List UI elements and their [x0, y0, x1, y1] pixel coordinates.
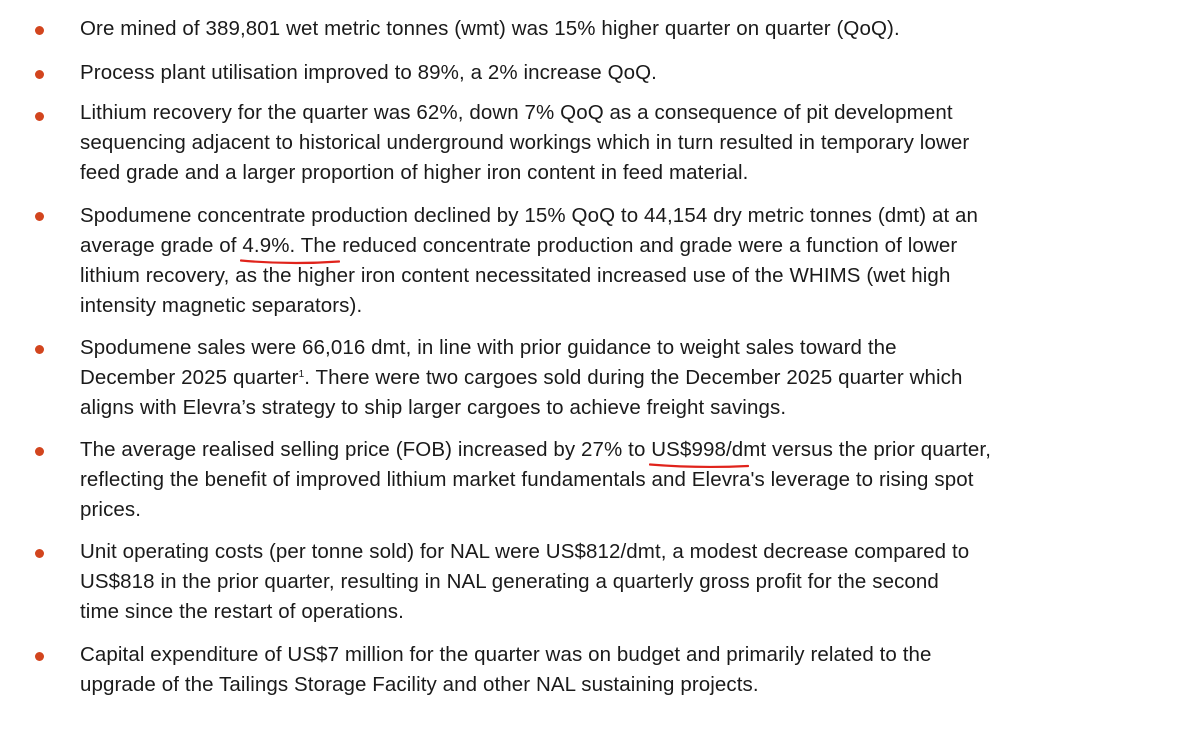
- list-item-text: [80, 201, 1170, 321]
- text-segment: dmt versus the prior quarter,: [731, 438, 992, 461]
- text-line: reflecting the benefit of improved lithium market fundamentals and Elevra's leverage to rising spot: [80, 468, 974, 491]
- list-item-text: [80, 333, 1170, 423]
- text-line: feed grade and a larger proportion of higher iron content in feed material.: [80, 161, 749, 184]
- bullet-icon: [35, 345, 44, 354]
- list-item-text: [80, 435, 1170, 525]
- text-segment: December 2025 quarter: [80, 366, 299, 389]
- bullet-icon: [35, 212, 44, 221]
- highlighted-grade: [242, 231, 289, 261]
- text-line: intensity magnetic separators).: [80, 294, 363, 317]
- highlighted-price-text: US$998/: [651, 438, 732, 461]
- bullet-icon: [35, 652, 44, 661]
- highlighted-price: [651, 435, 731, 465]
- text-segment: . There were two cargoes sold during the December 2025 quarter which: [304, 366, 963, 389]
- text-segment: average grade of: [80, 234, 243, 257]
- list-item-text: [80, 98, 1170, 188]
- text-line: [80, 363, 1170, 393]
- text-line: prices.: [80, 498, 142, 521]
- text-line: aligns with Elevra’s strategy to ship larger cargoes to achieve freight savings.: [80, 396, 787, 419]
- text-line: upgrade of the Tailings Storage Facility and other NAL sustaining projects.: [80, 673, 759, 696]
- text-line: Lithium recovery for the quarter was 62%, down 7% QoQ as a consequence of pit development: [80, 101, 953, 124]
- bullet-icon: [35, 70, 44, 79]
- text-segment: . The reduced concentrate production and grade were a function of lower: [289, 234, 958, 257]
- text-line: lithium recovery, as the higher iron content necessitated increased use of the WHIMS (wet high: [80, 264, 951, 287]
- text-line: Spodumene sales were 66,016 dmt, in line with prior guidance to weight sales toward the: [80, 336, 897, 359]
- text-line: [80, 435, 1170, 465]
- text-segment: The average realised selling price (FOB) increased by 27% to: [80, 438, 652, 461]
- bullet-icon: [35, 447, 44, 456]
- list-item-text: [80, 14, 1170, 44]
- list-item-text: [80, 537, 1170, 627]
- text-line: US$818 in the prior quarter, resulting in NAL generating a quarterly gross profit for the second: [80, 570, 939, 593]
- text-line: [80, 231, 1170, 261]
- footnote-ref: 1: [298, 369, 305, 380]
- text-line: Unit operating costs (per tonne sold) for NAL were US$812/dmt, a modest decrease compared to: [80, 540, 970, 563]
- highlighted-grade-text: 4.9%: [242, 234, 290, 257]
- text-line: sequencing adjacent to historical underground workings which in turn resulted in temporary lower: [80, 131, 970, 154]
- list-item-text: [80, 640, 1170, 700]
- text-line: Process plant utilisation improved to 89%, a 2% increase QoQ.: [80, 61, 657, 84]
- text-line: Ore mined of 389,801 wet metric tonnes (wmt) was 15% higher quarter on quarter (QoQ).: [80, 17, 900, 40]
- text-line: Capital expenditure of US$7 million for the quarter was on budget and primarily related to the: [80, 643, 932, 666]
- bullet-icon: [35, 549, 44, 558]
- text-line: Spodumene concentrate production declined by 15% QoQ to 44,154 dry metric tonnes (dmt) at an: [80, 204, 979, 227]
- bullet-icon: [35, 112, 44, 121]
- text-line: time since the restart of operations.: [80, 600, 404, 623]
- list-item-text: [80, 58, 1170, 88]
- bullet-icon: [35, 26, 44, 35]
